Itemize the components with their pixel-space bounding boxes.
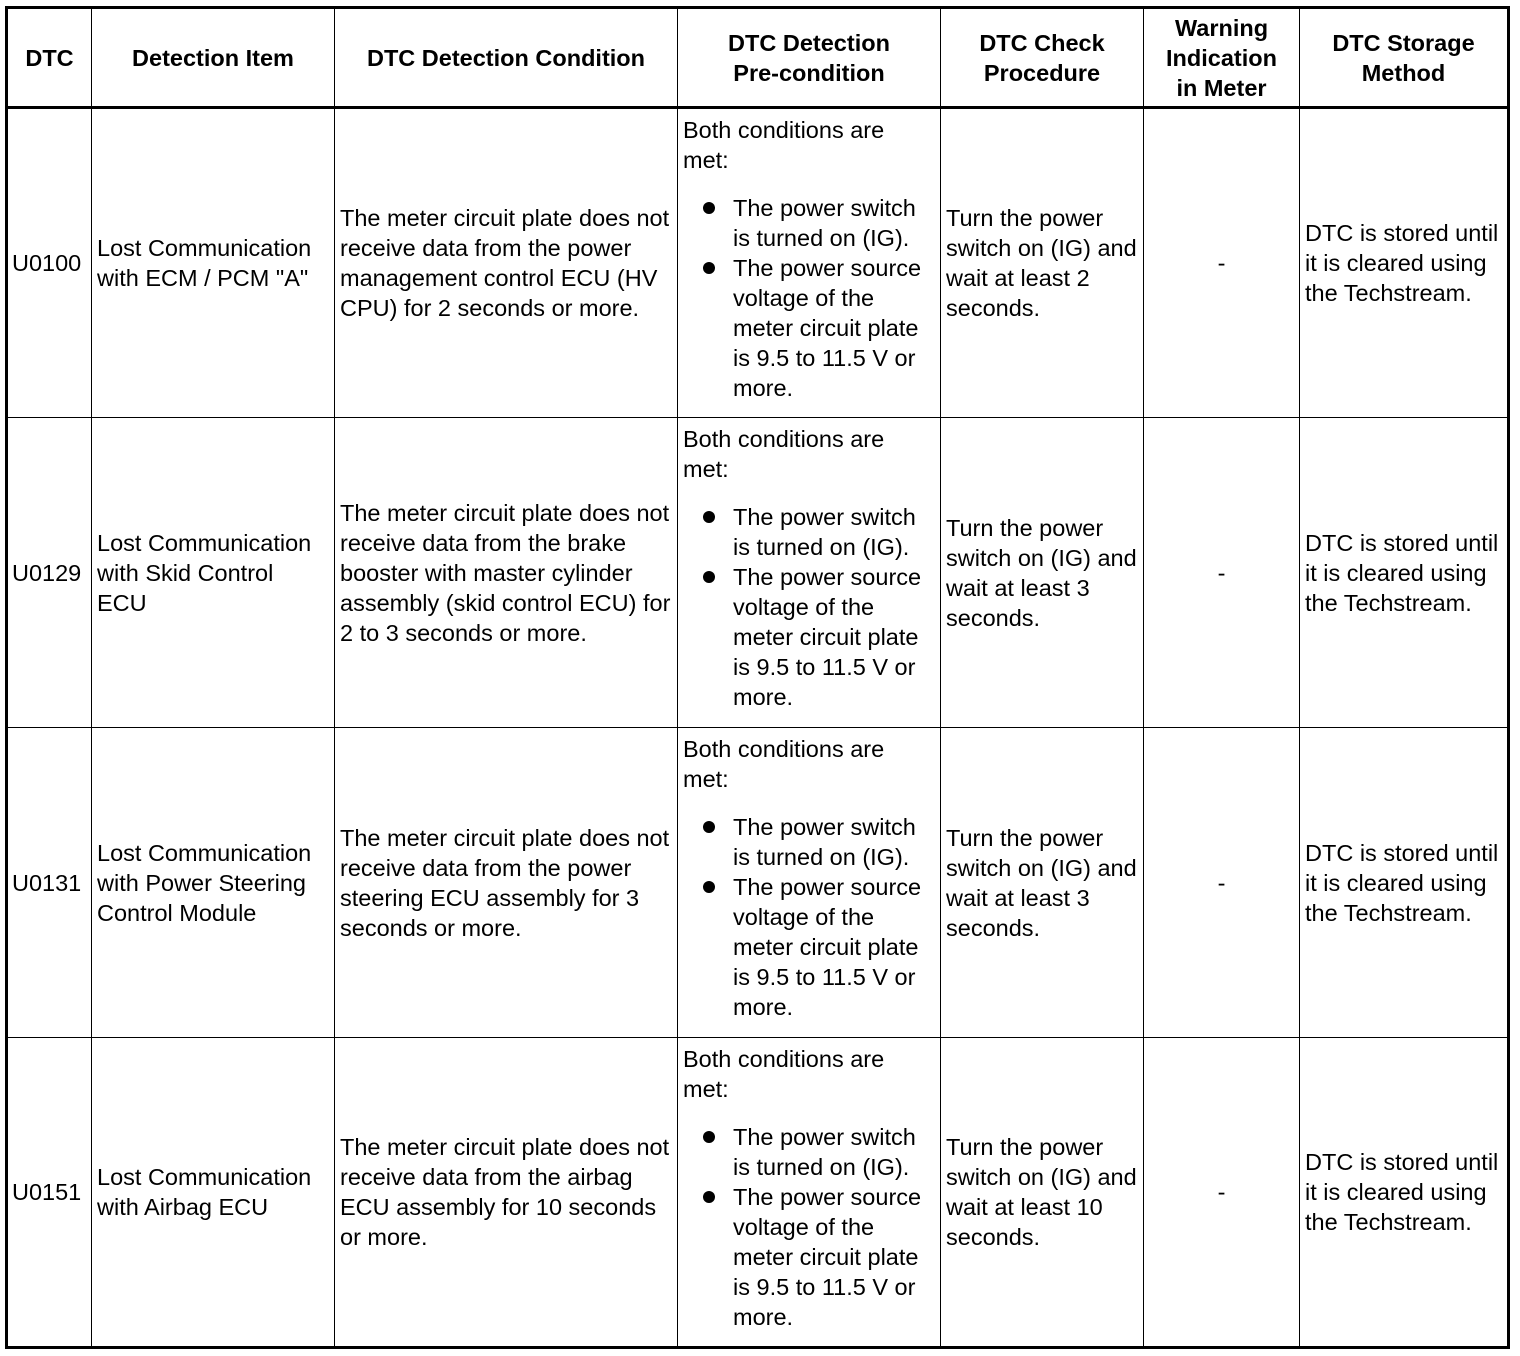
- table-row: [7, 728, 1509, 1038]
- storage-method: DTC is stored until it is cleared using the Techstream.: [1300, 728, 1509, 1038]
- list-item: [701, 562, 935, 712]
- precondition-item: The power switch is turned on (IG).: [733, 504, 916, 560]
- list-item: [701, 812, 935, 872]
- detection-precondition: [678, 108, 941, 418]
- warning-indication: -: [1144, 1038, 1300, 1348]
- detection-precondition: [678, 728, 941, 1038]
- dtc-table: [5, 6, 1510, 1349]
- list-item: [701, 1182, 935, 1332]
- table-row: [7, 108, 1509, 418]
- precondition-intro: Both conditions are met:: [683, 117, 885, 173]
- table-row: [7, 418, 1509, 728]
- list-item: [701, 872, 935, 1022]
- precondition-item: The power source voltage of the meter circuit plate is 9.5 to 11.5 V or more.: [733, 1184, 922, 1330]
- bullet-icon: [703, 202, 715, 214]
- header-storage-method: DTC Storage Method: [1300, 8, 1509, 108]
- detection-precondition: [678, 1038, 941, 1348]
- bullet-icon: [703, 881, 715, 893]
- detection-item: Lost Communication with Power Steering Control Module: [92, 728, 335, 1038]
- precondition-item: The power switch is turned on (IG).: [733, 195, 916, 251]
- check-procedure: Turn the power switch on (IG) and wait at least 10 seconds.: [941, 1038, 1144, 1348]
- detection-item: Lost Communication with Airbag ECU: [92, 1038, 335, 1348]
- list-item: [701, 253, 935, 403]
- dtc-code: U0100: [7, 108, 92, 418]
- bullet-icon: [703, 1131, 715, 1143]
- detection-condition: The meter circuit plate does not receive data from the power steering ECU assembly for 3 seconds or more.: [335, 728, 678, 1038]
- precondition-list: [683, 193, 935, 403]
- detection-condition: The meter circuit plate does not receive data from the brake booster with master cylinder assembly (skid control ECU) for 2 to 3 seconds or more.: [335, 418, 678, 728]
- precondition-intro: Both conditions are met:: [683, 736, 885, 792]
- precondition-item: The power source voltage of the meter circuit plate is 9.5 to 11.5 V or more.: [733, 874, 922, 1020]
- precondition-item: The power switch is turned on (IG).: [733, 814, 916, 870]
- detection-item: Lost Communication with Skid Control ECU: [92, 418, 335, 728]
- precondition-list: [683, 502, 935, 712]
- header-dtc: DTC: [7, 8, 92, 108]
- header-detection-condition: DTC Detection Condition: [335, 8, 678, 108]
- detection-condition: The meter circuit plate does not receive data from the airbag ECU assembly for 10 seconds or more.: [335, 1038, 678, 1348]
- header-detection-item: Detection Item: [92, 8, 335, 108]
- detection-condition: The meter circuit plate does not receive data from the power management control ECU (HV CPU) for 2 seconds or more.: [335, 108, 678, 418]
- header-row: [7, 8, 1509, 108]
- table-row: [7, 1038, 1509, 1348]
- check-procedure: Turn the power switch on (IG) and wait at least 3 seconds.: [941, 728, 1144, 1038]
- precondition-item: The power switch is turned on (IG).: [733, 1124, 916, 1180]
- header-warning-indication: Warning Indication in Meter: [1144, 8, 1300, 108]
- storage-method: DTC is stored until it is cleared using the Techstream.: [1300, 108, 1509, 418]
- list-item: [701, 193, 935, 253]
- precondition-item: The power source voltage of the meter circuit plate is 9.5 to 11.5 V or more.: [733, 564, 922, 710]
- bullet-icon: [703, 1191, 715, 1203]
- bullet-icon: [703, 821, 715, 833]
- warning-indication: -: [1144, 418, 1300, 728]
- list-item: [701, 1122, 935, 1182]
- check-procedure: Turn the power switch on (IG) and wait at least 2 seconds.: [941, 108, 1144, 418]
- precondition-list: [683, 812, 935, 1022]
- check-procedure: Turn the power switch on (IG) and wait at least 3 seconds.: [941, 418, 1144, 728]
- bullet-icon: [703, 571, 715, 583]
- dtc-code: U0129: [7, 418, 92, 728]
- detection-precondition: [678, 418, 941, 728]
- bullet-icon: [703, 262, 715, 274]
- header-detection-precondition: DTC Detection Pre-condition: [678, 8, 941, 108]
- precondition-list: [683, 1122, 935, 1332]
- header-check-procedure: DTC Check Procedure: [941, 8, 1144, 108]
- storage-method: DTC is stored until it is cleared using the Techstream.: [1300, 1038, 1509, 1348]
- dtc-code: U0131: [7, 728, 92, 1038]
- storage-method: DTC is stored until it is cleared using the Techstream.: [1300, 418, 1509, 728]
- list-item: [701, 502, 935, 562]
- bullet-icon: [703, 511, 715, 523]
- precondition-item: The power source voltage of the meter circuit plate is 9.5 to 11.5 V or more.: [733, 255, 922, 401]
- dtc-code: U0151: [7, 1038, 92, 1348]
- detection-item: Lost Communication with ECM / PCM "A": [92, 108, 335, 418]
- warning-indication: -: [1144, 108, 1300, 418]
- precondition-intro: Both conditions are met:: [683, 426, 885, 482]
- precondition-intro: Both conditions are met:: [683, 1046, 885, 1102]
- warning-indication: -: [1144, 728, 1300, 1038]
